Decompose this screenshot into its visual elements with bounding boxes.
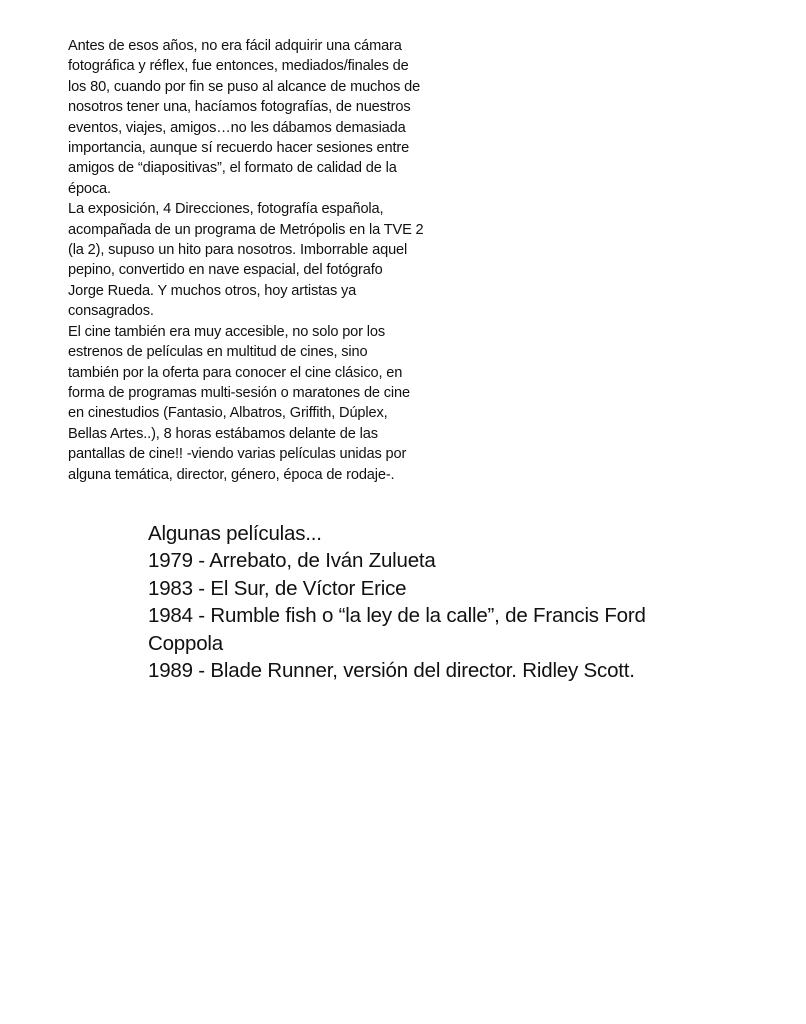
film-list-heading: Algunas películas... <box>148 522 322 545</box>
article-line: forma de programas multi-sesión o maratones de cine <box>68 384 410 401</box>
article-line: La exposición, 4 Direcciones, fotografía española, <box>68 201 384 218</box>
article-line: fotográfica y réflex, fue entonces, mediados/finales de <box>68 58 409 75</box>
film-list-item: 1984 - Rumble fish o “la ley de la calle”, de Francis Ford <box>148 604 646 628</box>
article-line: alguna temática, director, género, época de rodaje-. <box>68 466 395 483</box>
article-line: consagrados. <box>68 303 154 320</box>
article-line: nosotros tener una, hacíamos fotografías, de nuestros <box>68 99 411 116</box>
article-line: Antes de esos años, no era fácil adquirir una cámara <box>68 38 402 54</box>
article-line: El cine también era muy accesible, no solo por los <box>68 323 385 340</box>
article-line: en cinestudios (Fantasio, Albatros, Griffith, Dúplex, <box>68 405 388 422</box>
article-line: importancia, aunque sí recuerdo hacer sesiones entre <box>68 140 410 157</box>
article-line: pepino, convertido en nave espacial, del fotógrafo <box>68 262 383 279</box>
article-line: pantallas de cine!! -viendo varias películas unidas por <box>68 446 407 463</box>
film-list-item: 1983 - El Sur, de Víctor Erice <box>148 576 407 600</box>
film-list <box>148 520 768 684</box>
article-line: eventos, viajes, amigos…no les dábamos demasiada <box>68 119 406 136</box>
film-list-item: 1979 - Arrebato, de Iván Zulueta <box>148 549 436 573</box>
article-line: amigos de “diapositivas”, el formato de calidad de la <box>68 160 397 177</box>
article-line: los 80, cuando por fin se puso al alcance de muchos de <box>68 78 421 95</box>
article-line: también por la oferta para conocer el cine clásico, en <box>68 364 403 381</box>
film-list-item: Coppola <box>148 631 223 655</box>
article-line: acompañada de un programa de Metrópolis en la TVE 2 <box>68 221 424 238</box>
article-line: estrenos de películas en multitud de cines, sino <box>68 344 368 361</box>
article-line: (la 2), supuso un hito para nosotros. Imborrable aquel <box>68 242 408 259</box>
article-text <box>68 36 468 485</box>
film-list-item: 1989 - Blade Runner, versión del director. Ridley Scott. <box>148 659 635 683</box>
article-line: época. <box>68 180 111 197</box>
article-line: Bellas Artes..), 8 horas estábamos delante de las <box>68 425 378 442</box>
article-line: Jorge Rueda. Y muchos otros, hoy artistas ya <box>68 282 357 299</box>
